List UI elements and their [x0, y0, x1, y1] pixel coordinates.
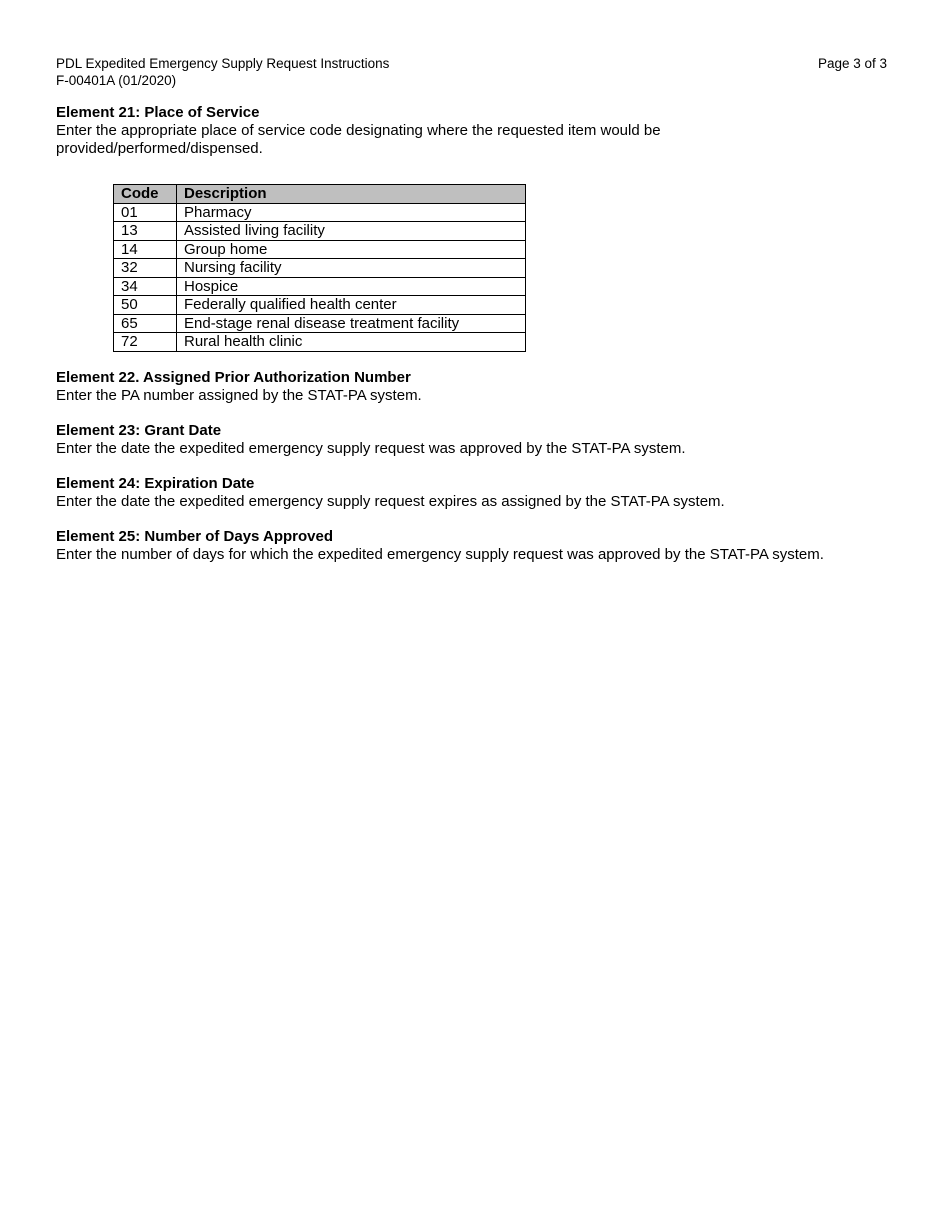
element-25-text: Enter the number of days for which the expedited emergency supply request was approved by the STAT-PA system.	[56, 545, 824, 563]
element-22-text: Enter the PA number assigned by the STAT-PA system.	[56, 386, 422, 404]
element-22-section	[56, 369, 896, 405]
code-cell: 01	[114, 203, 177, 222]
description-cell: Rural health clinic	[177, 333, 526, 352]
element-23-title: Element 23: Grant Date	[56, 421, 222, 439]
document-body	[56, 104, 896, 564]
place-of-service-table	[113, 184, 526, 352]
description-cell: Federally qualified health center	[177, 296, 526, 315]
table-row	[114, 203, 526, 222]
element-22-title: Element 22. Assigned Prior Authorization Number	[56, 368, 411, 386]
table-row	[114, 296, 526, 315]
form-number: F-00401A (01/2020)	[56, 72, 177, 88]
document-header	[56, 56, 389, 89]
code-cell: 50	[114, 296, 177, 315]
element-25-section	[56, 528, 896, 564]
element-21-section	[56, 104, 896, 158]
table-row	[114, 259, 526, 278]
description-cell: Nursing facility	[177, 259, 526, 278]
description-cell: Group home	[177, 240, 526, 259]
code-cell: 32	[114, 259, 177, 278]
description-cell: Assisted living facility	[177, 222, 526, 241]
element-24-text: Enter the date the expedited emergency supply request expires as assigned by the STAT-PA system.	[56, 492, 725, 510]
table-row	[114, 222, 526, 241]
code-cell: 72	[114, 333, 177, 352]
column-header-code: Code	[114, 185, 177, 204]
element-21-title: Element 21: Place of Service	[56, 104, 260, 121]
element-23-text: Enter the date the expedited emergency supply request was approved by the STAT-PA system.	[56, 439, 686, 457]
element-21-text: Enter the appropriate place of service code designating where the requested item would be provided/performed/dispensed.	[56, 122, 661, 157]
element-24-section	[56, 475, 896, 511]
description-cell: Pharmacy	[177, 203, 526, 222]
code-cell: 65	[114, 314, 177, 333]
element-25-title: Element 25: Number of Days Approved	[56, 527, 334, 545]
table-row	[114, 277, 526, 296]
code-cell: 34	[114, 277, 177, 296]
column-header-description: Description	[177, 185, 526, 204]
element-24-title: Element 24: Expiration Date	[56, 474, 255, 492]
description-cell: End-stage renal disease treatment facility	[177, 314, 526, 333]
table-row	[114, 314, 526, 333]
page-number: Page 3 of 3	[817, 56, 887, 71]
code-cell: 14	[114, 240, 177, 259]
table-row	[114, 240, 526, 259]
element-23-section	[56, 422, 896, 458]
table-row	[114, 333, 526, 352]
description-cell: Hospice	[177, 277, 526, 296]
document-title: PDL Expedited Emergency Supply Request Instructions	[56, 56, 390, 71]
table-header-row	[114, 185, 526, 204]
code-cell: 13	[114, 222, 177, 241]
